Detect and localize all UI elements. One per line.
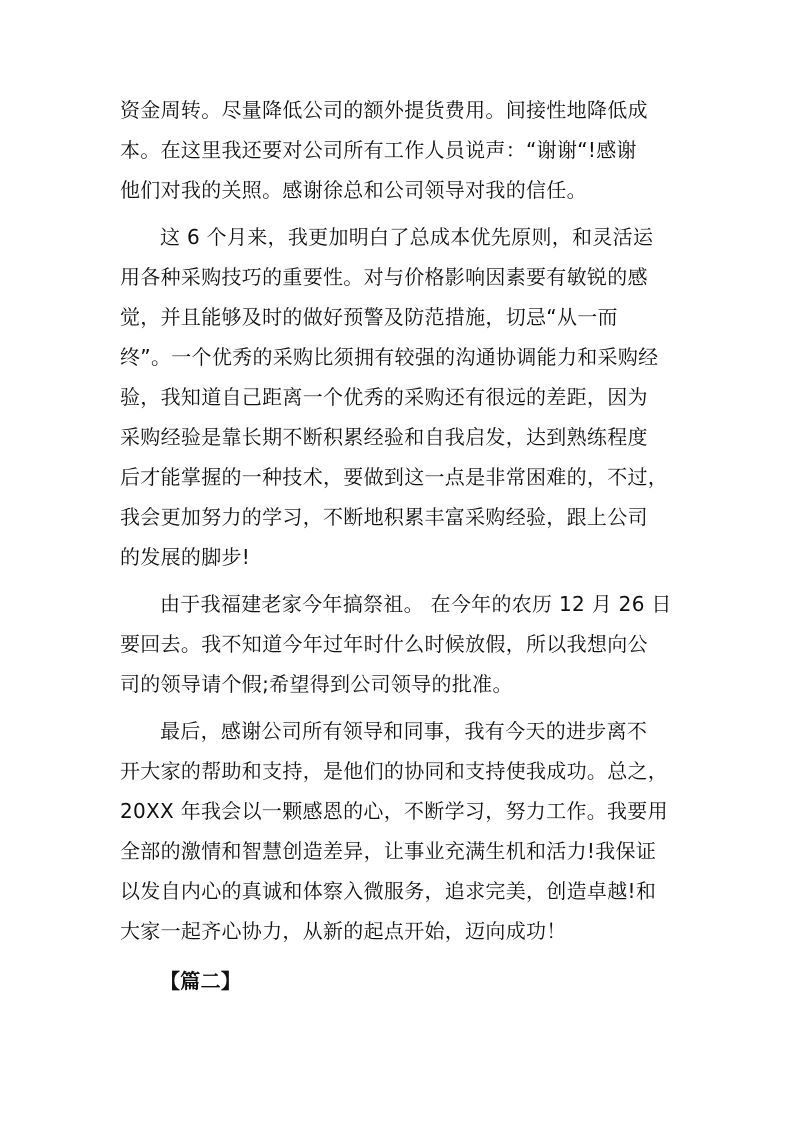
paragraph-line: 以发自内心的真诚和体察入微服务，追求完美，创造卓越!和 (120, 879, 657, 903)
paragraph-line: 我会更加努力的学习，不断地积累丰富采购经验，跟上公司 (120, 505, 648, 529)
paragraph-line: 由于我福建老家今年搞祭祖。 在今年的农历 12 月 26 日 (160, 592, 672, 616)
paragraph-line: 全部的激情和智慧创造差异，让事业充满生机和活力!我保证 (120, 839, 657, 863)
paragraph-line: 20XX 年我会以一颗感恩的心，不断学习，努力工作。我要用 (120, 799, 668, 823)
paragraph-line: 资金周转。尽量降低公司的额外提货费用。间接性地降低成 (120, 98, 648, 122)
paragraph-line: 司的领导请个假;希望得到公司领导的批准。 (120, 672, 513, 696)
paragraph-line: 开大家的帮助和支持，是他们的协同和支持使我成功。总之， (120, 759, 669, 783)
paragraph-line: 觉，并且能够及时的做好预警及防范措施，切忌“从一而 (120, 305, 618, 329)
document-body (120, 90, 680, 1001)
paragraph-line: 采购经验是靠长期不断积累经验和自我启发，达到熟练程度 (120, 425, 648, 449)
paragraph-line: 他们对我的关照。感谢徐总和公司领导对我的信任。 (120, 178, 587, 202)
paragraph-line: 大家一起齐心协力，从新的起点开始，迈向成功！ (120, 919, 567, 943)
paragraph-line: 要回去。我不知道今年过年时什么时候放假，所以我想向公 (120, 632, 648, 656)
paragraph-line: 的发展的脚步! (120, 545, 251, 569)
paragraph-line: 终”。一个优秀的采购比须拥有较强的沟通协调能力和采购经 (120, 345, 659, 369)
paragraph-line: 后才能掌握的一种技术，要做到这一点是非常困难的，不过， (120, 465, 669, 489)
paragraph-line: 验，我知道自己距离一个优秀的采购还有很远的差距，因为 (120, 385, 648, 409)
paragraph-line: 这 6 个月来，我更加明白了总成本优先原则，和灵活运 (160, 225, 654, 249)
paragraph-line: 本。在这里我还要对公司所有工作人员说声：“谢谢“!感谢 (120, 138, 637, 162)
paragraph-line: 用各种采购技巧的重要性。对与价格影响因素要有敏锐的感 (120, 265, 648, 289)
paragraph-line: 最后，感谢公司所有领导和同事，我有今天的进步离不 (160, 719, 648, 743)
section-heading: 【篇二】 (160, 969, 242, 993)
